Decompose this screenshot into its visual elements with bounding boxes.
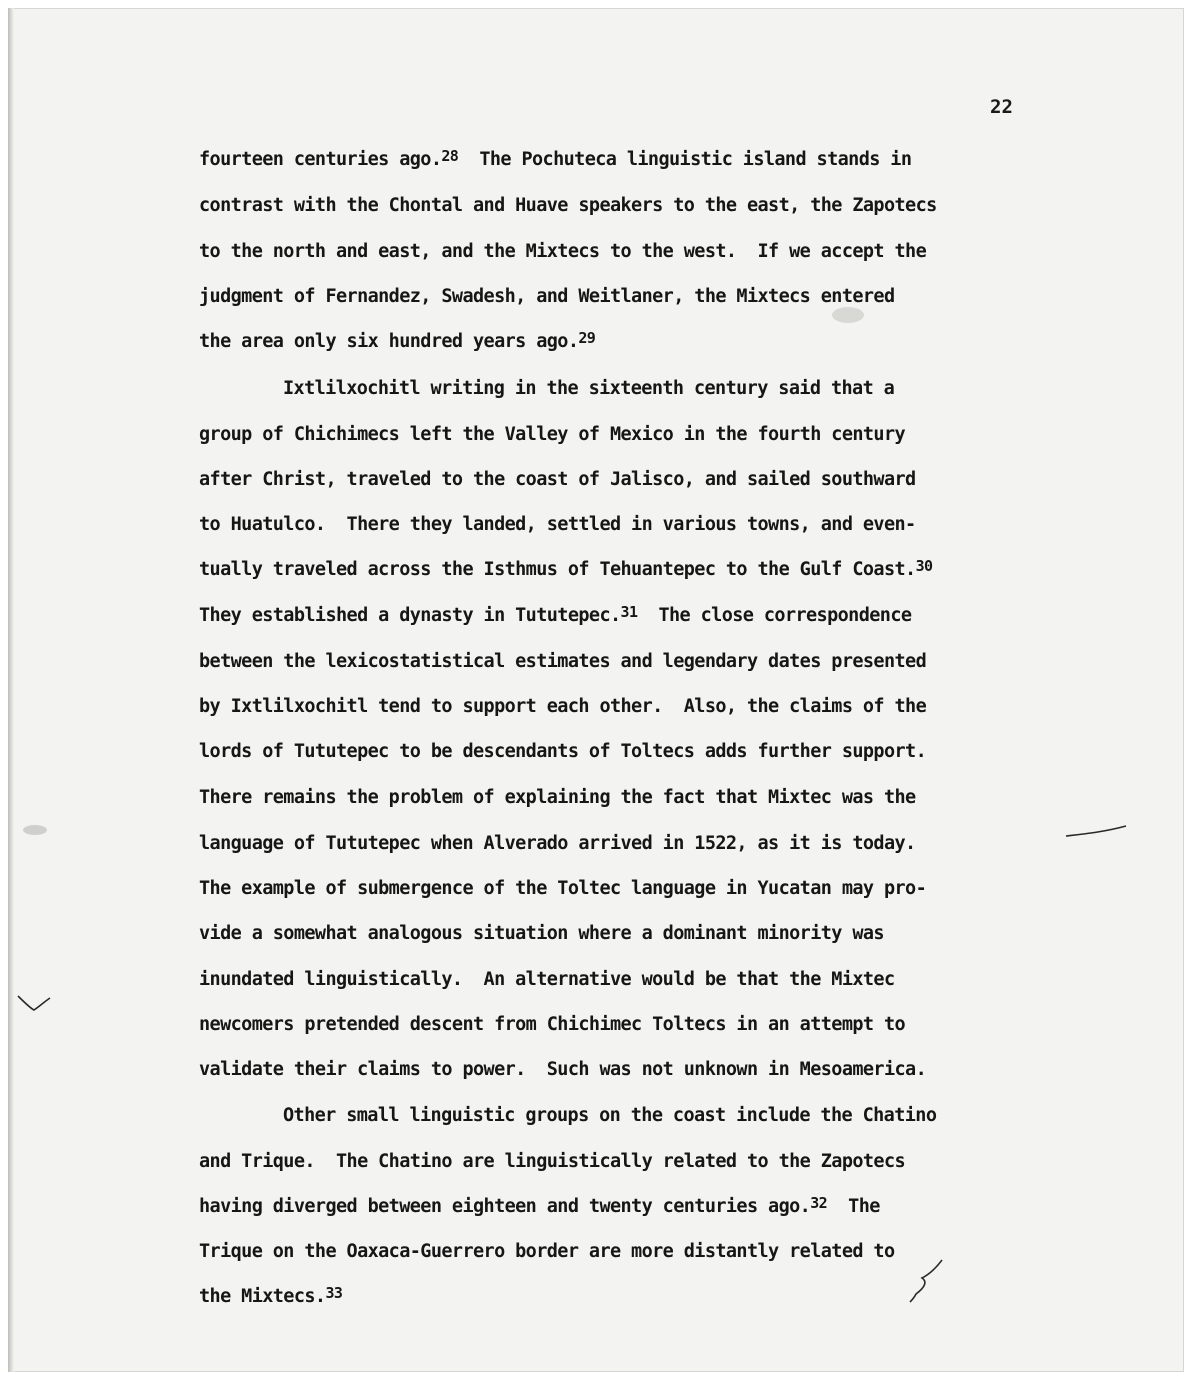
text-line: between the lexicostatistical estimates and legendary dates presented xyxy=(199,651,927,672)
text-line: The example of submergence of the Toltec language in Yucatan may pro- xyxy=(199,878,927,899)
page-number: 22 xyxy=(990,96,1013,118)
text-line: to the north and east, and the Mixtecs to the west. If we accept the xyxy=(199,241,927,262)
text-line: lords of Tututepec to be descendants of Toltecs adds further support. xyxy=(199,741,927,762)
text-line: group of Chichimecs left the Valley of Mexico in the fourth century xyxy=(199,424,906,445)
text-line: Trique on the Oaxaca-Guerrero border are more distantly related to xyxy=(199,1241,895,1262)
text-line: and Trique. The Chatino are linguistically related to the Zapotecs xyxy=(199,1151,906,1172)
text-line: newcomers pretended descent from Chichimec Toltecs in an attempt to xyxy=(199,1014,906,1035)
text-line: inundated linguistically. An alternative would be that the Mixtec xyxy=(199,969,895,990)
pencil-dash-mark xyxy=(1064,822,1130,842)
text-line: fourteen centuries ago.$^{28}$ The Pochuteca linguistic island stands in xyxy=(199,147,912,170)
text-line: the area only six hundred years ago.$^{29}$ xyxy=(199,329,596,352)
smudge-mark xyxy=(20,822,50,838)
text-line: There remains the problem of explaining the fact that Mixtec was the xyxy=(199,787,916,808)
text-line: validate their claims to power. Such was not unknown in Mesoamerica. xyxy=(199,1059,927,1080)
text-line: by Ixtlilxochitl tend to support each other. Also, the claims of the xyxy=(199,696,927,717)
scan-edge-shadow xyxy=(8,8,14,1372)
text-line: contrast with the Chontal and Huave speakers to the east, the Zapotecs xyxy=(199,195,937,216)
smudge-mark xyxy=(828,302,868,328)
paragraph-start: Ixtlilxochitl writing in the sixteenth century said that a xyxy=(283,378,895,399)
pencil-check-mark xyxy=(14,990,52,1018)
text-line: language of Tututepec when Alverado arrived in 1522, as it is today. xyxy=(199,833,916,854)
text-line: judgment of Fernandez, Swadesh, and Weitlaner, the Mixtecs entered xyxy=(199,286,895,307)
text-line: vide a somewhat analogous situation where a dominant minority was xyxy=(199,923,884,944)
text-line: the Mixtecs.$^{33}$ xyxy=(199,1284,343,1307)
text-line: having diverged between eighteen and twenty centuries ago.$^{32}$ The xyxy=(199,1194,880,1217)
text-line: after Christ, traveled to the coast of Jalisco, and sailed southward xyxy=(199,469,916,490)
pencil-scribble-mark xyxy=(902,1254,950,1306)
paragraph-start: Other small linguistic groups on the coast include the Chatino xyxy=(283,1105,937,1126)
text-line: to Huatulco. There they landed, settled in various towns, and even- xyxy=(199,514,916,535)
text-line: They established a dynasty in Tututepec.$^{31}$ The close correspondence xyxy=(199,603,912,626)
text-line: tually traveled across the Isthmus of Tehuantepec to the Gulf Coast.$^{30}$ xyxy=(199,557,933,580)
